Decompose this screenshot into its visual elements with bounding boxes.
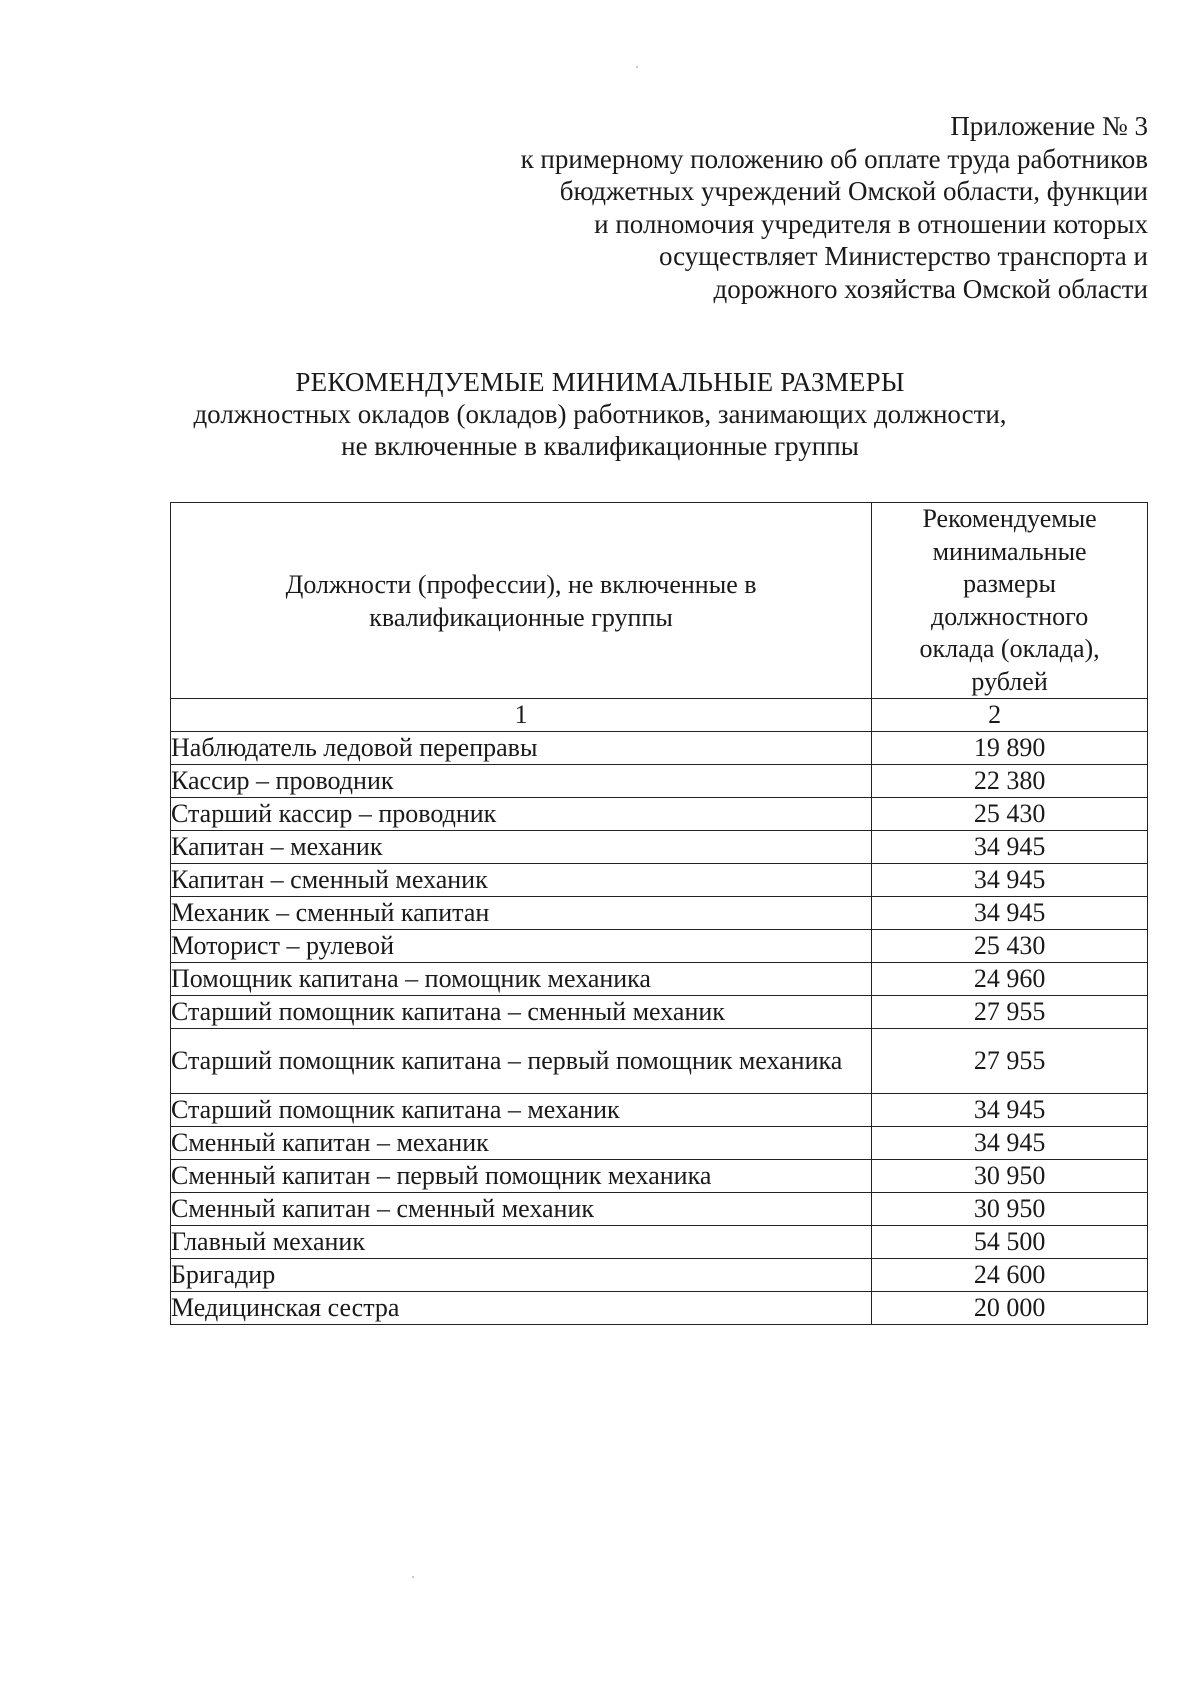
table-row xyxy=(171,1259,1148,1292)
position-cell: Сменный капитан – первый помощник механика xyxy=(171,1160,872,1193)
appendix-line: к примерному положению об оплате труда работников xyxy=(520,143,1148,174)
table-row xyxy=(171,897,1148,930)
table-row xyxy=(171,1193,1148,1226)
header-salary xyxy=(872,503,1148,699)
salary-cell: 34 945 xyxy=(872,1127,1148,1160)
position-cell: Наблюдатель ледовой переправы xyxy=(171,732,872,765)
table-row xyxy=(171,798,1148,831)
salary-cell: 54 500 xyxy=(872,1226,1148,1259)
table-row xyxy=(171,996,1148,1029)
table-row xyxy=(171,732,1148,765)
header-positions xyxy=(171,503,872,699)
position-cell: Медицинская сестра xyxy=(171,1292,872,1325)
table-row xyxy=(171,1029,1148,1094)
appendix-line: и полномочия учредителя в отношении которых xyxy=(594,208,1148,239)
table-row xyxy=(171,1226,1148,1259)
header-salary-line: минимальные xyxy=(932,536,1087,566)
position-cell: Старший помощник капитана – механик xyxy=(171,1094,872,1127)
salary-cell: 19 890 xyxy=(872,732,1148,765)
table-row xyxy=(171,831,1148,864)
appendix-line: осуществляет Министерство транспорта и xyxy=(658,241,1148,271)
table-row xyxy=(171,1292,1148,1325)
salary-cell: 24 960 xyxy=(872,963,1148,996)
position-cell: Механик – сменный капитан xyxy=(171,897,872,930)
salary-cell: 34 945 xyxy=(872,864,1148,897)
appendix-line: бюджетных учреждений Омской области, функции xyxy=(559,176,1148,206)
header-positions-line: Должности (профессии), не включенные в xyxy=(285,569,757,599)
position-cell: Главный механик xyxy=(171,1226,872,1259)
position-cell: Старший помощник капитана – первый помощник механика xyxy=(171,1029,872,1094)
table-row xyxy=(171,1160,1148,1193)
header-salary-line: Рекомендуемые xyxy=(922,504,1097,533)
header-positions-line: квалификационные группы xyxy=(369,602,673,632)
position-cell: Моторист – рулевой xyxy=(171,930,872,963)
position-cell: Помощник капитана – помощник механика xyxy=(171,963,872,996)
salary-cell: 30 950 xyxy=(872,1193,1148,1226)
position-cell: Сменный капитан – сменный механик xyxy=(171,1193,872,1226)
column-number: 2 xyxy=(872,699,1148,732)
appendix-note xyxy=(388,110,1148,305)
salary-cell: 27 955 xyxy=(872,1029,1148,1094)
position-cell: Капитан – механик xyxy=(171,831,872,864)
column-number-row xyxy=(171,699,1148,732)
header-salary-line: размеры xyxy=(963,569,1057,598)
salary-table xyxy=(170,502,1148,1325)
salary-cell: 30 950 xyxy=(872,1160,1148,1193)
table-header-row xyxy=(171,503,1148,699)
salary-cell: 22 380 xyxy=(872,765,1148,798)
position-cell: Капитан – сменный механик xyxy=(171,864,872,897)
header-salary-line: рублей xyxy=(971,666,1048,696)
table-row xyxy=(171,1094,1148,1127)
column-number: 1 xyxy=(171,699,872,732)
salary-cell: 34 945 xyxy=(872,1094,1148,1127)
header-salary-line: оклада (оклада), xyxy=(919,634,1100,663)
salary-cell: 27 955 xyxy=(872,996,1148,1029)
header-salary-line: должностного xyxy=(930,601,1089,631)
position-cell: Бригадир xyxy=(171,1259,872,1292)
position-cell: Сменный капитан – механик xyxy=(171,1127,872,1160)
table-row xyxy=(171,864,1148,897)
title-subline: не включенные в квалификационные группы xyxy=(341,431,859,461)
table-row xyxy=(171,765,1148,798)
scan-speck-top xyxy=(636,66,638,68)
position-cell: Старший помощник капитана – сменный механик xyxy=(171,996,872,1029)
table-row xyxy=(171,963,1148,996)
salary-cell: 25 430 xyxy=(872,798,1148,831)
position-cell: Кассир – проводник xyxy=(171,765,872,798)
appendix-line: Приложение № 3 xyxy=(950,111,1148,141)
salary-cell: 34 945 xyxy=(872,831,1148,864)
salary-cell: 20 000 xyxy=(872,1292,1148,1325)
table-row xyxy=(171,1127,1148,1160)
document-title xyxy=(0,366,1200,462)
appendix-line: дорожного хозяйства Омской области xyxy=(713,273,1148,304)
position-cell: Старший кассир – проводник xyxy=(171,798,872,831)
scan-speck-bottom xyxy=(412,1576,414,1578)
salary-cell: 34 945 xyxy=(872,897,1148,930)
title-heading: РЕКОМЕНДУЕМЫЕ МИНИМАЛЬНЫЕ РАЗМЕРЫ xyxy=(295,367,905,397)
table-row xyxy=(171,930,1148,963)
salary-cell: 25 430 xyxy=(872,930,1148,963)
salary-cell: 24 600 xyxy=(872,1259,1148,1292)
title-subline: должностных окладов (окладов) работников, занимающих должности, xyxy=(193,399,1007,429)
